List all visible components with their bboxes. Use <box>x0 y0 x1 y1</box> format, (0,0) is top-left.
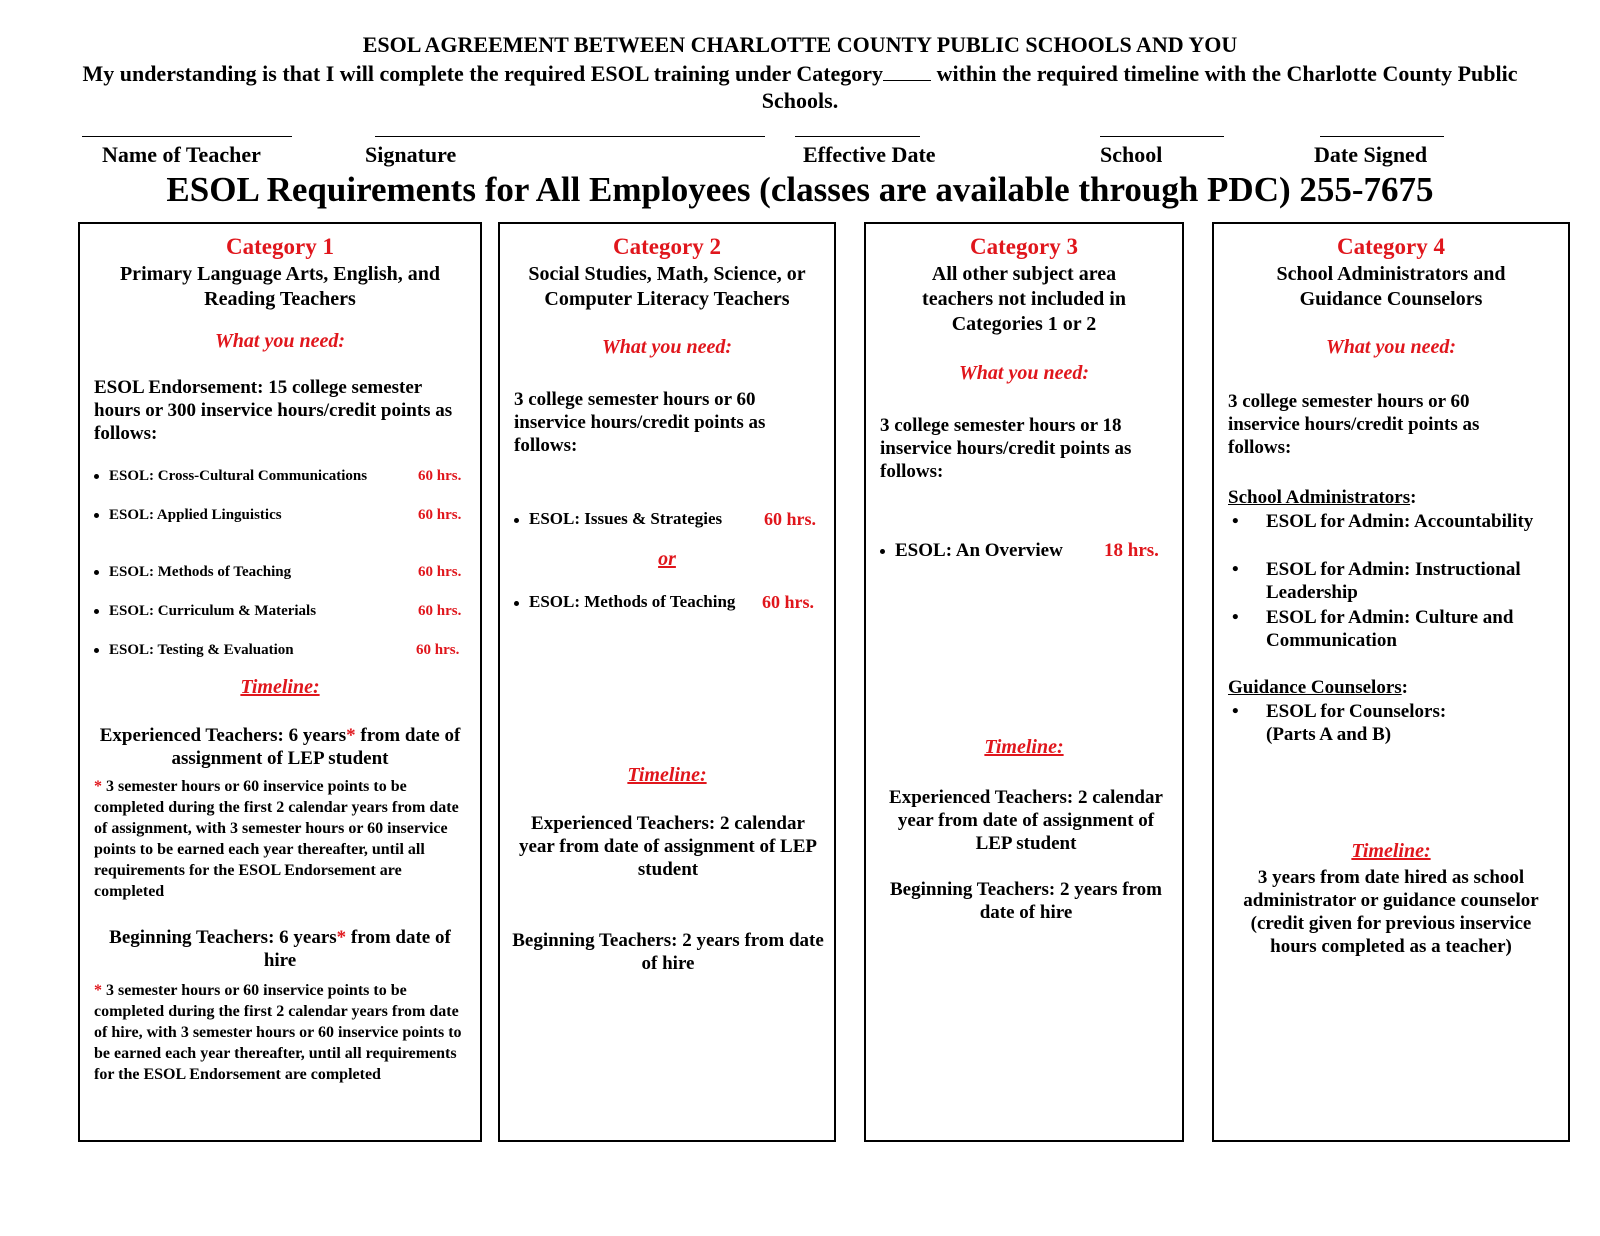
category-1-title: Category 1 <box>226 234 334 259</box>
course-hours: 60 hrs. <box>418 468 462 484</box>
signature-label: Signature <box>365 142 457 167</box>
course-hours: 18 hrs. <box>1104 540 1159 561</box>
course-hours: 60 hrs. <box>416 642 460 658</box>
category-1-need: What you need: <box>215 330 345 352</box>
course-hours: 60 hrs. <box>418 603 462 619</box>
signature-field[interactable] <box>365 136 765 170</box>
category-3-timeline-heading: Timeline: <box>984 736 1064 758</box>
category-1-box <box>78 222 482 1142</box>
bullet: • <box>1232 511 1239 532</box>
list-item <box>1232 700 1486 746</box>
requirements-title: ESOL Requirements for All Employees (classes are available through PDC) 255-7675 <box>166 170 1434 209</box>
beginning-text: Beginning Teachers: 6 years <box>109 927 337 948</box>
list-item <box>514 509 722 529</box>
category-2-need: What you need: <box>602 336 732 358</box>
date-signed-label: Date Signed <box>1314 142 1428 167</box>
understanding-statement <box>60 60 1540 114</box>
or-label: or <box>658 548 676 570</box>
school-field[interactable] <box>1100 136 1224 170</box>
course-hours: 60 hrs. <box>418 564 462 580</box>
list-item <box>94 603 316 620</box>
category-3-subtitle: All other subject area teachers not included in Categories 1 or 2 <box>922 263 1126 335</box>
asterisk: * <box>94 778 102 795</box>
colon: : <box>1401 677 1408 698</box>
guidance-counselors-heading <box>1228 676 1408 699</box>
asterisk: * <box>346 725 356 746</box>
category-4-subtitle: School Administrators and Guidance Counselors <box>1276 263 1506 310</box>
category-2-subtitle: Social Studies, Math, Science, or Computer Literacy Teachers <box>528 263 806 310</box>
bullet: • <box>1232 559 1239 580</box>
list-item <box>1232 558 1556 604</box>
course-name: ESOL: Issues & Strategies <box>529 509 723 528</box>
understanding-pre: My understanding is that I will complete the required ESOL training under Category <box>82 61 884 86</box>
note-text: 3 semester hours or 60 inservice points to be completed during the first 2 calendar years from date of hire, with 3 semester hours or 60 inservice points to be earned each year thereafter, until all requirements for the ESOL Endorsement are completed <box>94 982 462 1083</box>
category-3-need: What you need: <box>959 362 1089 384</box>
category-2-intro: 3 college semester hours or 60 inservice hours/credit points as follows: <box>514 389 766 456</box>
list-item <box>94 507 282 524</box>
category-4-timeline-text: 3 years from date hired as school administrator or guidance counselor (credit given for previous inservice hours completed as a teacher) <box>1243 867 1539 957</box>
course-name: ESOL: Methods of Teaching <box>109 564 292 580</box>
note-text: 3 semester hours or 60 inservice points to be completed during the first 2 calendar years from date of assignment, with 3 semester hours or 60 inservice points to be earned each year thereafter, until all requirements for the ESOL Endorsement are completed <box>94 778 459 900</box>
name-of-teacher-field[interactable] <box>82 136 292 170</box>
category-blank[interactable] <box>883 62 931 81</box>
effective-date-field[interactable] <box>795 136 936 170</box>
school-label: School <box>1100 142 1163 167</box>
colon: : <box>1410 487 1417 508</box>
bullet: • <box>1232 607 1239 628</box>
category-1-intro: ESOL Endorsement: 15 college semester hours or 300 inservice hours/credit points as follows: <box>94 377 453 444</box>
category-2-beginning: Beginning Teachers: 2 years from date of hire <box>512 930 824 974</box>
admin-head-text: School Administrators <box>1228 487 1411 508</box>
category-2-experienced: Experienced Teachers: 2 calendar year from date of assignment of LEP student <box>519 813 817 880</box>
date-signed-field[interactable] <box>1314 136 1444 170</box>
course-hours: 60 hrs. <box>418 507 462 523</box>
list-item <box>94 642 294 659</box>
effective-date-label: Effective Date <box>803 142 936 167</box>
list-item <box>880 540 1063 562</box>
category-3-title: Category 3 <box>970 234 1078 259</box>
category-1-experienced-note <box>94 776 466 902</box>
category-3-experienced: Experienced Teachers: 2 calendar year from date of assignment of LEP student <box>889 787 1163 854</box>
category-2-box <box>498 222 836 1142</box>
category-4-title: Category 4 <box>1337 234 1445 259</box>
course-name: ESOL: An Overview <box>895 540 1063 561</box>
category-1-beginning <box>94 926 466 972</box>
course-name: ESOL: Testing & Evaluation <box>109 642 294 658</box>
list-item <box>94 468 367 485</box>
experienced-text-end: from date of assignment of LEP student <box>171 725 461 769</box>
bullet: • <box>1232 701 1239 722</box>
course-hours: 60 hrs. <box>764 509 817 529</box>
course-name: ESOL: Cross-Cultural Communications <box>109 468 368 484</box>
category-4-box <box>1212 222 1570 1142</box>
course-name: ESOL: Curriculum & Materials <box>109 603 317 619</box>
admin-item: ESOL for Admin: Culture and Communication <box>1266 607 1514 651</box>
name-of-teacher-label: Name of Teacher <box>102 142 261 167</box>
agreement-title: ESOL AGREEMENT BETWEEN CHARLOTTE COUNTY PUBLIC SCHOOLS AND YOU <box>362 32 1238 57</box>
category-4-intro: 3 college semester hours or 60 inservice hours/credit points as follows: <box>1228 391 1480 458</box>
category-1-subtitle: Primary Language Arts, English, and Reading Teachers <box>119 263 441 310</box>
school-administrators-heading <box>1228 486 1416 509</box>
category-2-title: Category 2 <box>613 234 721 259</box>
course-name: ESOL: Methods of Teaching <box>529 592 736 611</box>
list-item <box>94 564 291 581</box>
understanding-post: within the required timeline with the Charlotte County Public Schools. <box>761 61 1518 113</box>
category-2-timeline-heading: Timeline: <box>627 764 707 786</box>
experienced-text: Experienced Teachers: 6 years <box>99 725 347 746</box>
counselor-item: ESOL for Counselors: (Parts A and B) <box>1266 701 1447 745</box>
category-1-experienced <box>94 724 466 770</box>
list-item <box>1232 606 1556 652</box>
asterisk: * <box>94 982 102 999</box>
asterisk: * <box>336 927 347 948</box>
category-4-timeline-heading: Timeline: <box>1351 840 1431 862</box>
admin-item: ESOL for Admin: Instructional Leadership <box>1266 559 1521 603</box>
category-4-need: What you need: <box>1326 336 1456 358</box>
course-hours: 60 hrs. <box>762 592 815 612</box>
list-item <box>514 592 735 612</box>
category-3-beginning: Beginning Teachers: 2 years from date of hire <box>890 879 1162 923</box>
category-3-intro: 3 college semester hours or 18 inservice hours/credit points as follows: <box>880 415 1132 482</box>
category-3-box <box>864 222 1184 1142</box>
category-1-timeline-heading: Timeline: <box>240 676 320 698</box>
couns-head-text: Guidance Counselors <box>1228 677 1402 698</box>
category-1-beginning-note <box>94 980 466 1085</box>
beginning-text-end: from date of hire <box>263 927 451 971</box>
admin-item: ESOL for Admin: Accountability <box>1266 511 1534 532</box>
course-name: ESOL: Applied Linguistics <box>109 507 282 523</box>
list-item <box>1232 510 1556 533</box>
